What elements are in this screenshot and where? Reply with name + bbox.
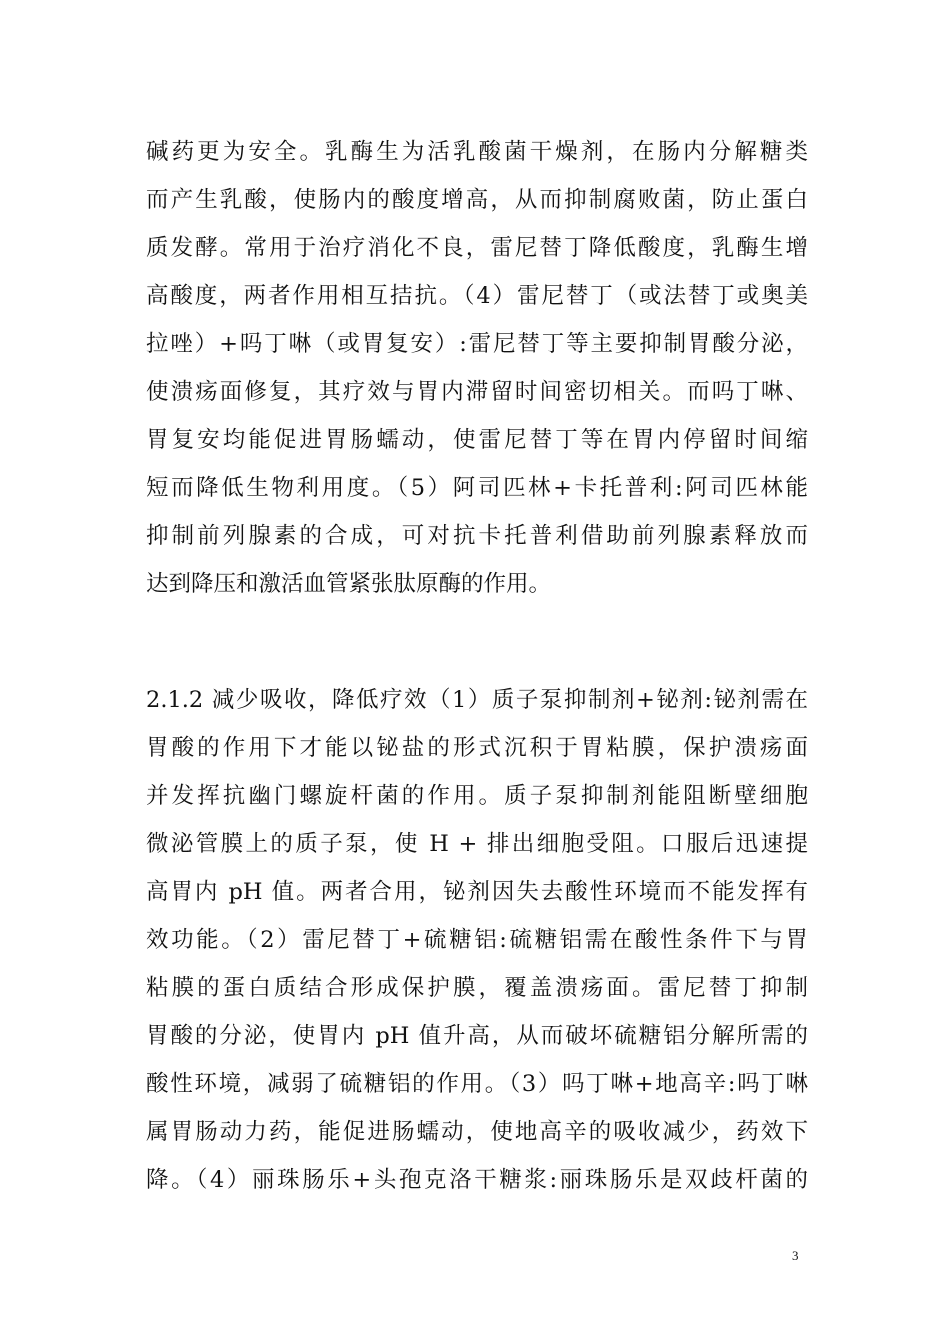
text-line: 并发挥抗幽门螺旋杆菌的作用。质子泵抑制剂能阻断壁细胞 bbox=[146, 783, 808, 809]
text-line: 碱药更为安全。乳酶生为活乳酸菌干燥剂，在肠内分解糖类 bbox=[146, 139, 808, 165]
text-line: 达到降压和激活血管紧张肽原酶的作用。 bbox=[146, 571, 552, 597]
text-line: 粘膜的蛋白质结合形成保护膜，覆盖溃疡面。雷尼替丁抑制 bbox=[146, 975, 808, 1001]
text-line: 酸性环境，减弱了硫糖铝的作用。（3）吗丁啉+地高辛:吗丁啉 bbox=[146, 1071, 808, 1097]
text-line: 属胃肠动力药，能促进肠蠕动，使地高辛的吸收减少，药效下 bbox=[146, 1119, 808, 1145]
text-line: 而产生乳酸，使肠内的酸度增高，从而抑制腐败菌，防止蛋白 bbox=[146, 187, 808, 213]
text-line: 胃酸的作用下才能以铋盐的形式沉积于胃粘膜，保护溃疡面 bbox=[146, 735, 808, 761]
text-line: 高胃内 pH 值。两者合用，铋剂因失去酸性环境而不能发挥有 bbox=[146, 879, 808, 905]
text-line: 胃复安均能促进胃肠蠕动，使雷尼替丁等在胃内停留时间缩 bbox=[146, 427, 808, 453]
text-line: 效功能。（2）雷尼替丁+硫糖铝:硫糖铝需在酸性条件下与胃 bbox=[146, 927, 808, 953]
text-line: 短而降低生物利用度。（5）阿司匹林+卡托普利:阿司匹林能 bbox=[146, 475, 808, 501]
text-line: 胃酸的分泌，使胃内 pH 值升高，从而破坏硫糖铝分解所需的 bbox=[146, 1023, 808, 1049]
page-number: 3 bbox=[792, 1248, 799, 1263]
text-line: 质发酵。常用于治疗消化不良，雷尼替丁降低酸度，乳酶生增 bbox=[146, 235, 808, 261]
text-line: 使溃疡面修复，其疗效与胃内滞留时间密切相关。而吗丁啉、 bbox=[146, 379, 808, 405]
paragraph-drug-interactions-antagonism bbox=[146, 128, 808, 608]
section-heading-line: 2.1.2 减少吸收，降低疗效（1）质子泵抑制剂+铋剂:铋剂需在 bbox=[146, 687, 808, 713]
text-line: 拉唑）+吗丁啉（或胃复安）:雷尼替丁等主要抑制胃酸分泌， bbox=[146, 331, 808, 357]
text-line: 微泌管膜上的质子泵，使 H + 排出细胞受阻。口服后迅速提 bbox=[146, 831, 808, 857]
text-line: 降。（4）丽珠肠乐+头孢克洛干糖浆:丽珠肠乐是双歧杆菌的 bbox=[146, 1167, 808, 1193]
text-line: 抑制前列腺素的合成，可对抗卡托普利借助前列腺素释放而 bbox=[146, 523, 808, 549]
paragraph-reduced-absorption bbox=[146, 676, 808, 1204]
text-line: 高酸度，两者作用相互拮抗。（4）雷尼替丁（或法替丁或奥美 bbox=[146, 283, 808, 309]
